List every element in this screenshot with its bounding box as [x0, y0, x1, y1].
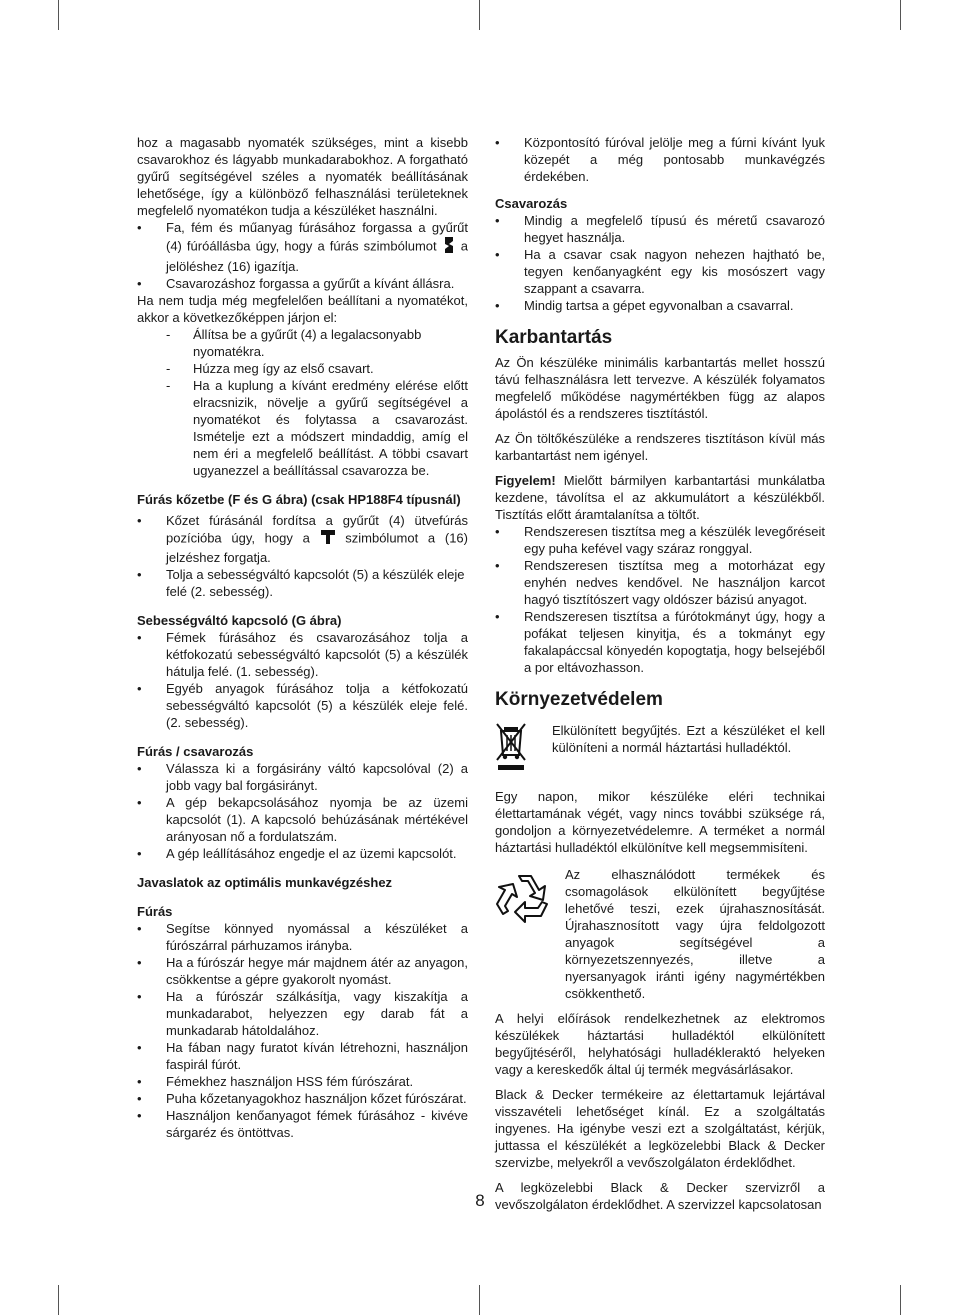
list-item: • A gép leállításához engedje el az üzemi kapcsolót. [137, 845, 468, 862]
recycle-icon [495, 866, 565, 928]
section-heading: Fúrás kőzetbe (F és G ábra) (csak HP188F4 típusnál) [137, 492, 461, 507]
section-heading: Fúrás / csavarozás [137, 744, 254, 759]
list-item: • Fémek fúrásához és csavarozásához tolja a kétfokozatú sebességváltó kapcsolót (5) a készülék hátulja felé. (1. sebesség). [137, 629, 468, 680]
crop-mark [900, 0, 901, 30]
paragraph: Egy napon, mikor készüléke eléri technikai élettartamának végét, vagy nincs további szüksége rá, gondoljon a környezetvédelemre. A terméket a normál háztartási hulladéktól elkülönítve kell megsemmisíteni. [495, 789, 825, 855]
list-item: • Ha fában nagy furatot kíván létrehozni, használjon faspirál fúrót. [137, 1039, 468, 1073]
list-item: • Tolja a sebességváltó kapcsolót (5) a készülék eleje felé (2. sebesség). [137, 566, 468, 600]
list-item: • Mindig a megfelelő típusú és méretű csavarozó hegyet használja. [495, 212, 825, 246]
paragraph: Black & Decker termékeire az élettartamuk lejártával visszavételi lehetőséget kínál. Ez a szolgáltatás ingyenes. Ha igénybe veszi ezt a szolgáltatást, kérjük, juttassa el készülékét a legközelebbi Black & Decker szervizbe, melyekről a vevőszolgálaton érdeklődhet. [495, 1087, 825, 1170]
list-item: • Kőzet fúrásánál fordítsa a gyűrűt (4) ütvefúrás pozícióba úgy, hogy a szimbólumot a (16) jelzéshez forgatja. [137, 512, 468, 566]
paragraph: Az Ön töltőkészüléke a rendszeres tisztításon kívül más karbantartást nem igényel. [495, 431, 825, 463]
list-item: • Ha a fúrószár hegye már majdnem átér az anyagon, csökkentse a gépre gyakorolt nyomást. [137, 954, 468, 988]
section-heading: Sebességváltó kapcsoló (G ábra) [137, 613, 342, 628]
crop-mark [479, 0, 480, 30]
crop-mark [479, 1285, 480, 1315]
dash-item: - Ha a kuplung a kívánt eredmény elérése előtt elracsnizik, növelje a gyűrű segítségével a nyomatékot és folytassa a csavarozást. Ismételje ezt a módszert mindaddig, amíg el nem éri a megfelelő beállítást. A többi csavart ugyanezzel a beállítással csavarozza be. [137, 377, 468, 479]
list-item: • A gép bekapcsolásához nyomja be az üzemi kapcsolót (1). A kapcsoló behúzásának mértékével arányosan nő a fordulatszám. [137, 794, 468, 845]
list-item: • Fémekhez használjon HSS fém fúrószárat. [137, 1073, 468, 1090]
recycling-text: Az elhasználódott termékek és csomagolások elkülönített begyűjtése lehetővé teszi, ezek újrahasznosítását. Újrahasznosított vagy újra feldolgozott anyagok segítségével a környezetszennyezés, illetve a nyersanyagok iránti igény nagymértékben csökkenthető. [565, 867, 825, 1001]
paragraph: A legközelebbi Black & Decker szervizről a vevőszolgálaton érdeklődhet. A szervizzel kapcsolatosan [495, 1180, 825, 1212]
list-item: • Rendszeresen tisztítsa meg a készülék levegőréseit egy puha kefével vagy száraz ronggyal. [495, 523, 825, 557]
list-item: • Puha kőzetanyagokhoz használjon kőzet fúrószárat. [137, 1090, 468, 1107]
list-item: • Ha a fúrószár szálkásítja, vagy kiszakítja a munkadarabot, helyezzen egy darab fát a munkadarab hátoldalához. [137, 988, 468, 1039]
crop-mark [900, 1285, 901, 1315]
list-item: • Egyéb anyagok fúrásához tolja a kétfokozatú sebességváltó kapcsolót (5) a készülék eleje felé. (2. sebesség). [137, 680, 468, 731]
list-item: • Csavarozáshoz forgassa a gyűrűt a kívánt állásra. [137, 275, 468, 292]
dash-item: - Állítsa be a gyűrűt (4) a legalacsonyabb nyomatékra. [137, 326, 468, 360]
warning-label: Figyelem! [495, 473, 556, 488]
paragraph: Ha nem tudja még megfelelően beállítani a nyomatékot, akkor a következőképpen járjon el: [137, 293, 468, 325]
weee-notice [495, 722, 825, 776]
list-item: • Ha a csavar csak nagyon nehezen hajtható be, tegyen kenőanyagként egy kis mosószert vagy szappant a csavarra. [495, 246, 825, 297]
paragraph: A helyi előírások rendelkezhetnek az elektromos készülékek háztartási hulladéktól elkülönített begyűjtéséről, helyhatósági hulladékleraktó helyeken vagy a kereskedők által új termék megvásárlásakor. [495, 1011, 825, 1077]
list-item: • Rendszeresen tisztítsa a fúrótokmányt úgy, hogy a pofákat teljesen kinyitja, és a tokmányt egy fakalapáccsal könyedén kopogtatja, hogy belsejéből a por eltávozhasson. [495, 608, 825, 676]
hammer-symbol-icon [320, 529, 336, 549]
weee-text: Elkülönített begyűjtés. Ezt a készüléket el kell különíteni a normál háztartási hulladéktól. [552, 723, 825, 755]
list-item: • Válassza ki a forgásirány váltó kapcsolóval (2) a jobb vagy bal forgásirányt. [137, 760, 468, 794]
list-item: • Rendszeresen tisztítsa meg a motorházat egy enyhén nedves kendővel. Ne használjon karcot hagyó tisztítószert vagy oldószer bázisú anyagot. [495, 557, 825, 608]
list-item: • Központosító fúróval jelölje meg a fúrni kívánt lyuk közepét a még pontosabb munkavégzés érdekében. [495, 134, 825, 185]
crop-mark [58, 0, 59, 30]
drill-symbol-icon [442, 236, 456, 258]
maintenance-heading: Karbantartás [495, 327, 613, 348]
list-item: • Mindig tartsa a gépet egyvonalban a csavarral. [495, 297, 825, 314]
section-heading: Csavarozás [495, 196, 568, 211]
section-heading: Javaslatok az optimális munkavégzéshez [137, 875, 393, 890]
crossed-bin-icon [495, 722, 552, 776]
dash-item: - Húzza meg így az első csavart. [137, 360, 468, 377]
warning-paragraph: Figyelem! Mielőtt bármilyen karbantartási munkálatba kezdene, távolítsa el az akkumulátort a készülékből. Tisztítás előtt áramtalanítsa a töltőt. [495, 473, 825, 522]
environment-heading: Környezetvédelem [495, 689, 663, 710]
crop-mark [58, 1285, 59, 1315]
list-item: • Segítse könnyed nyomással a készüléket a fúrószárral párhuzamos irányba. [137, 920, 468, 954]
intro-paragraph: hoz a magasabb nyomaték szükséges, mint a kisebb csavarokhoz és lágyabb munkadarabokhoz. A forgatható gyűrű segítségével széles a nyomaték beállításának lehetősége, így a különböző felhasználási területeknek megfelelő nyomatékon tudja a készüléket használni. [137, 135, 468, 218]
recycling-notice [495, 866, 825, 1002]
list-item: • Használjon kenőanyagot fémek fúrásához - kivéve sárgaréz és öntöttvas. [137, 1107, 468, 1141]
paragraph: Az Ön készüléke minimális karbantartás mellet hosszú távú felhasználásra lett tervezve. A készülék folyamatos megfelelő működése nagymértékben függ az alapos ápolástól és a rendszeres tisztítástól. [495, 355, 825, 421]
right-column [495, 134, 825, 1213]
left-column [137, 134, 468, 1141]
page-number: 8 [475, 1191, 485, 1210]
list-item: • Fa, fém és műanyag fúrásához forgassa a gyűrűt (4) fúróállásba úgy, hogy a fúrás szimbólumot a jelöléshez (16) igazítja. [137, 219, 468, 275]
subsection-heading: Fúrás [137, 904, 173, 919]
